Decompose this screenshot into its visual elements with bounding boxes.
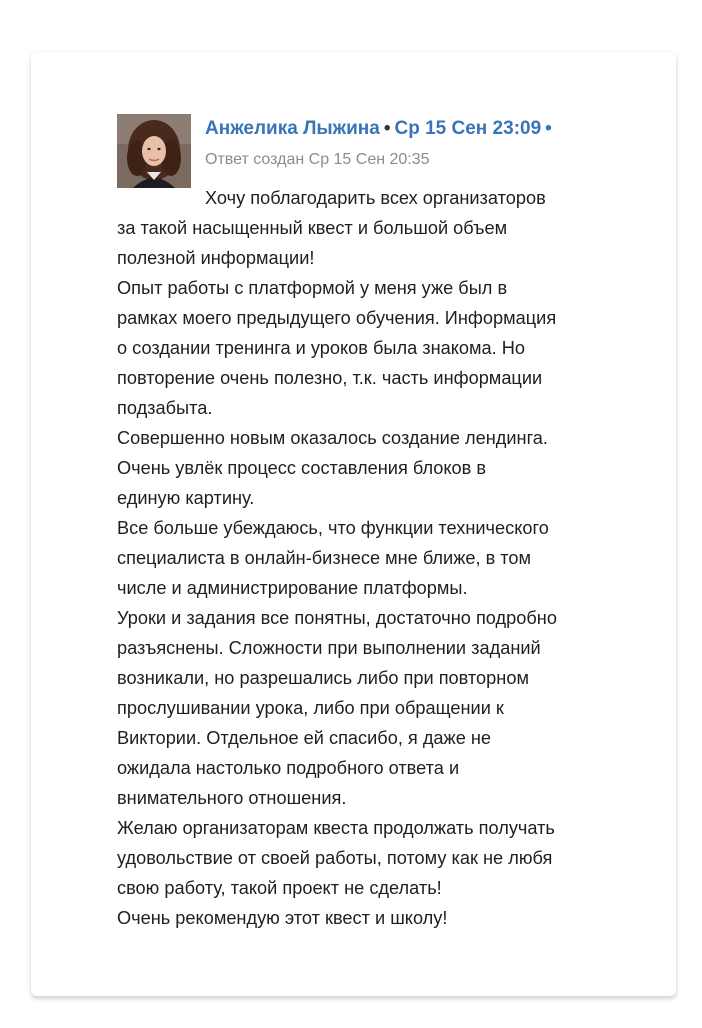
- comment-line: о создании тренинга и уроков была знакома. Но: [117, 338, 526, 358]
- user-photo-icon: [117, 114, 191, 188]
- comment-line: Все больше убеждаюсь, что функции технического: [117, 518, 549, 538]
- comment-line: Очень рекомендую этот квест и школу!: [117, 908, 448, 928]
- comment-line: разъяснены. Сложности при выполнении заданий: [117, 638, 541, 658]
- header-trailing-dot: •: [545, 118, 552, 139]
- comment-line: возникали, но разрешались либо при повторном: [117, 668, 529, 688]
- comment-line: Уроки и задания все понятны, достаточно подробно: [117, 608, 557, 628]
- comment-line: Виктории. Отдельное ей спасибо, я даже не: [117, 728, 492, 748]
- comment-line: за такой насыщенный квест и большой объем: [117, 218, 508, 238]
- comment-line: полезной информации!: [117, 248, 315, 268]
- comment-line: единую картину.: [117, 488, 255, 508]
- comment-body: [117, 183, 617, 933]
- comment-line: подзабыта.: [117, 398, 213, 418]
- comment-line: Хочу поблагодарить всех организаторов: [205, 188, 546, 208]
- comment-header: [205, 117, 552, 141]
- comment-line: специалиста в онлайн-бизнесе мне ближе, в том: [117, 548, 532, 568]
- author-name[interactable]: Анжелика Лыжина: [205, 118, 380, 139]
- comment-line: ожидала настолько подробного ответа и: [117, 758, 460, 778]
- comment-line: числе и администрирование платформы.: [117, 578, 468, 598]
- comment-line: Совершенно новым оказалось создание лендинга.: [117, 428, 548, 448]
- created-timestamp: Ответ создан Ср 15 Сен 20:35: [205, 151, 430, 168]
- comment-line: рамках моего предыдущего обучения. Информация: [117, 308, 557, 328]
- comment-line: Очень увлёк процесс составления блоков в: [117, 458, 487, 478]
- comment-date[interactable]: Ср 15 Сен 23:09: [394, 118, 542, 139]
- comment-line: удовольствие от своей работы, потому как не любя: [117, 848, 553, 868]
- comment-line: внимательного отношения.: [117, 788, 347, 808]
- comment-line: Желаю организаторам квеста продолжать получать: [117, 818, 555, 838]
- comment-line: повторение очень полезно, т.к. часть информации: [117, 368, 543, 388]
- comment-line: свою работу, такой проект не сделать!: [117, 878, 442, 898]
- comment-line: Опыт работы с платформой у меня уже был в: [117, 278, 508, 298]
- avatar[interactable]: [117, 114, 191, 188]
- header-separator: •: [383, 118, 391, 139]
- comment-line: прослушивании урока, либо при обращении к: [117, 698, 504, 718]
